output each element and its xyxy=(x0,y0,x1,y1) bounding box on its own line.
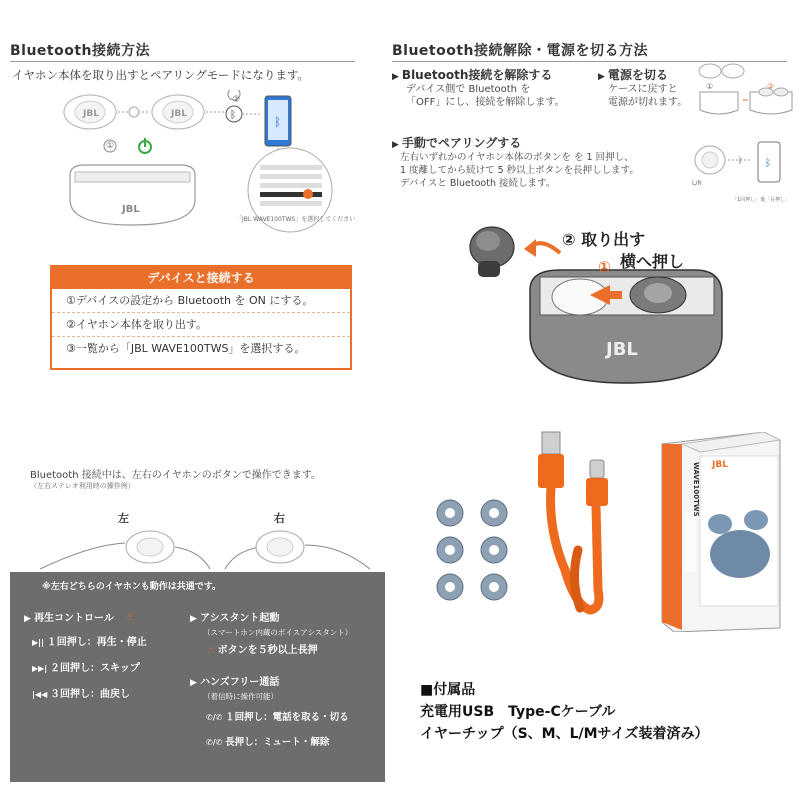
accessories-cable: 充電用USB Type-Cケーブル xyxy=(420,704,616,720)
package-model: WAVE100TWS xyxy=(692,462,700,517)
power-off-illustration xyxy=(688,62,796,122)
push-step-marker: ① xyxy=(598,258,611,276)
remove-label: ② 取り出す xyxy=(562,230,646,249)
svg-text:ᛒ: ᛒ xyxy=(230,110,236,121)
controls-panel xyxy=(10,572,385,782)
accessories-heading: ■付属品 xyxy=(420,682,476,698)
assistant-action: ☝ ボタンを５秒以上長押 xyxy=(208,645,318,656)
svg-text:ᛒ: ᛒ xyxy=(738,156,743,165)
manual-pairing-illustration xyxy=(688,140,794,192)
charging-case-icon xyxy=(70,165,195,225)
playback-action-2: ▶▶| ２回押し：スキップ xyxy=(32,663,140,674)
svg-text:ᛒ: ᛒ xyxy=(274,115,282,129)
controls-panel-header: ※左右どちらのイヤホンも動作は共通です。 xyxy=(42,582,222,592)
push-label: 横へ押し xyxy=(620,252,685,271)
left-earbud-icon xyxy=(64,95,116,129)
svg-text:JBL: JBL xyxy=(171,109,187,119)
charging-case-big-icon xyxy=(530,270,722,383)
assistant-note: （スマートホン内蔵のボイスアシスタント） xyxy=(203,628,353,637)
accessories-eartips: イヤーチップ（S、M、L/Mサイズ装着済み） xyxy=(420,726,709,742)
handsfree-action-2: ✆/✆ 長押し：ミュート・解除 xyxy=(206,737,330,748)
controls-intro-note: （左右ステレオ利用時の操作例） xyxy=(30,482,135,490)
phone-caption: 「JBL WAVE100TWS」を選択してください xyxy=(236,216,356,223)
svg-text:JBL: JBL xyxy=(83,109,99,119)
power-step1-marker: ① xyxy=(706,82,714,91)
earbud-out-icon xyxy=(470,227,514,277)
manual-pairing-heading: ▶ 手動でペアリングする xyxy=(392,136,522,150)
controls-intro: Bluetooth 接続中は、左右のイヤホンのボタンで操作できます。 xyxy=(30,470,321,481)
connect-instructions-heading: デバイスと接続する xyxy=(52,267,350,289)
power-off-text: ケースに戻すと 電源が切れます。 xyxy=(608,84,688,108)
smartphone-icon xyxy=(265,96,291,146)
step1-marker: ① xyxy=(106,141,115,151)
playback-action-3: |◀◀ ３回押し：曲戻し xyxy=(32,689,131,700)
connect-instructions-box xyxy=(50,265,352,370)
right-label: 右 xyxy=(274,512,285,525)
disconnect-title: Bluetooth接続解除・電源を切る方法 xyxy=(392,43,649,59)
manual-pairing-note: 「1回押し」後「長押し」 xyxy=(732,197,791,203)
disconnect-heading: ▶ Bluetooth接続を解除する xyxy=(392,68,553,82)
ear-tips-illustration xyxy=(430,495,520,605)
instruction-step-3: ③一覧から「JBL WAVE100TWS」を選択する。 xyxy=(66,342,306,355)
handsfree-heading: ▶ ハンズフリー通話 xyxy=(190,677,280,688)
right-earbud-icon xyxy=(152,95,204,129)
svg-text:ᛒ: ᛒ xyxy=(765,158,771,169)
svg-text:JBL: JBL xyxy=(122,204,140,215)
handsfree-note: （着信時に操作可能） xyxy=(203,692,278,701)
product-package xyxy=(652,432,787,632)
connect-subtitle: イヤホン本体を取り出すとペアリングモードになります。 xyxy=(12,68,309,82)
instruction-step-1: ①デバイスの設定から Bluetooth を ON にする。 xyxy=(52,289,350,313)
manual-pairing-text: 左右いずれかのイヤホン本体のボタンを を 1 回押し、 1 度離してから続けて 5 秒以上ボタンを長押しします。 デバイスと Bluetooth 接続します。 xyxy=(400,152,639,189)
power-icon xyxy=(139,138,151,153)
playback-heading: ▶ 再生コントロール xyxy=(24,613,114,624)
tap-icon: ☝ xyxy=(126,610,133,623)
lr-label: L/R xyxy=(692,180,702,187)
package-brand: JBL xyxy=(712,460,728,470)
power-step2-marker: ② xyxy=(767,82,775,91)
playback-action-1: ▶|| １回押し：再生・停止 xyxy=(32,637,147,648)
connect-title-rule xyxy=(10,61,355,62)
svg-text:JBL: JBL xyxy=(606,339,638,360)
step2-marker: ② xyxy=(232,95,241,105)
left-label: 左 xyxy=(118,512,129,525)
handsfree-action-1: ✆/✆ １回押し：電話を取る・切る xyxy=(206,712,349,723)
connect-title: Bluetooth接続方法 xyxy=(10,43,151,59)
instruction-step-2: ②イヤホン本体を取り出す。 xyxy=(52,313,350,337)
assistant-heading: ▶ アシスタント起動 xyxy=(190,613,280,624)
power-off-heading: ▶ 電源を切る xyxy=(598,68,668,82)
ear-controls-illustration xyxy=(40,525,370,575)
usb-cable-illustration xyxy=(520,430,640,625)
disconnect-text: デバイス側で Bluetooth を 「OFF」にし、接続を解除します。 xyxy=(406,84,565,108)
